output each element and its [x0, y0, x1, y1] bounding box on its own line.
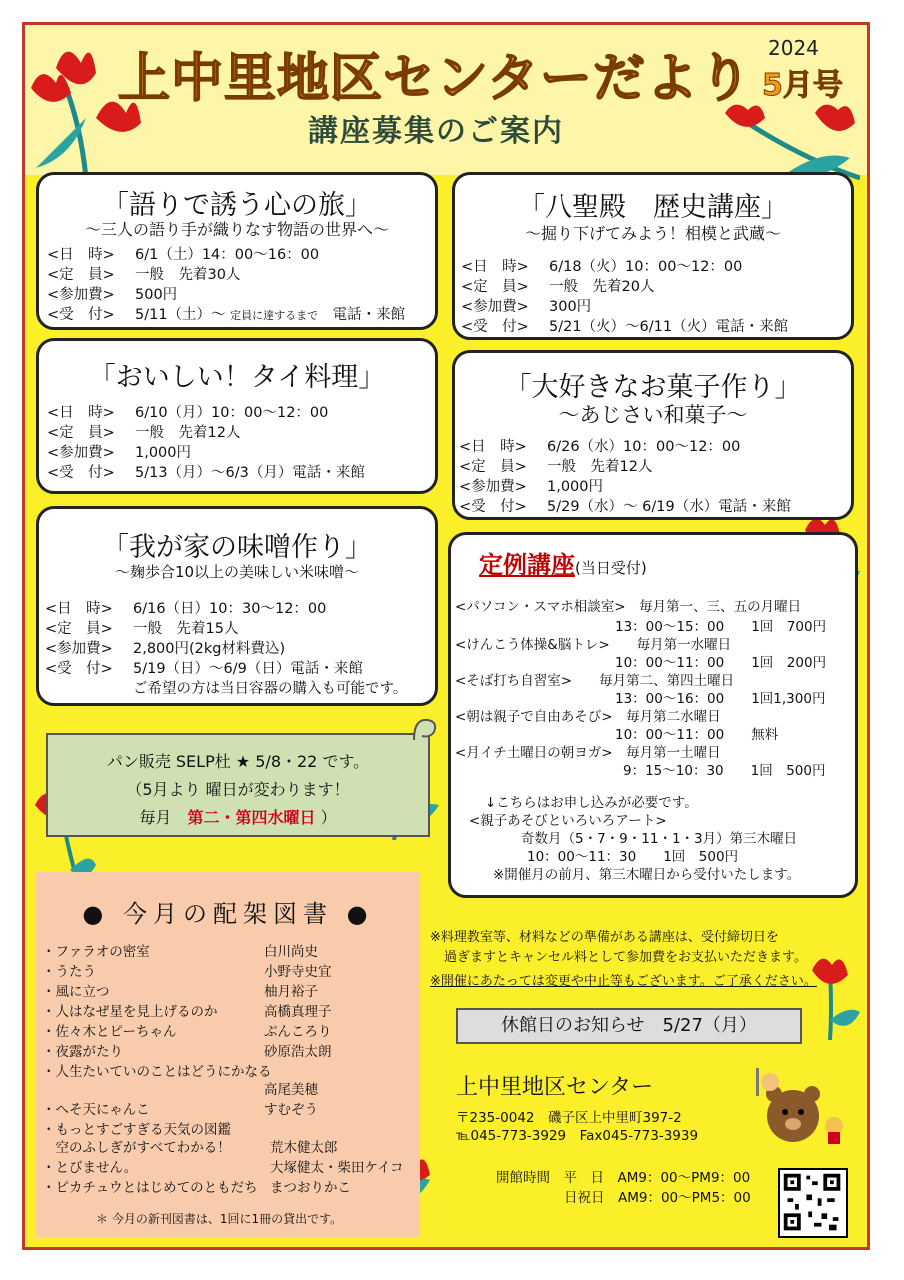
- reception-label: <受 付>: [461, 319, 529, 335]
- capacity-label: <定 員>: [45, 621, 113, 637]
- fee-label: <参加費>: [461, 299, 529, 315]
- change-notice: ※開催にあたっては変更や中止等もございます。ご了承ください。: [430, 974, 817, 989]
- regular-item-name: <月イチ土曜日の朝ヨガ>: [455, 745, 613, 761]
- bear-mascot-icon: [748, 1068, 848, 1148]
- fee-label: <参加費>: [459, 479, 527, 495]
- application-note: ↓こちらはお申し込みが必要です。: [485, 795, 698, 811]
- bread-sale-monthly: 毎月: [139, 808, 172, 827]
- art-course-schedule: 奇数月（5・7・9・11・1・3月）第三木曜日: [521, 831, 798, 847]
- newsletter-title: 上中里地区センターだより: [118, 49, 752, 109]
- qr-code-icon[interactable]: [778, 1168, 848, 1238]
- bread-sale-line2: （5月より 曜日が変わります！: [126, 780, 350, 799]
- date-label: <日 時>: [47, 247, 115, 263]
- cancellation-notice: ※料理教室等、材料などの準備がある講座は、受付締切日を: [430, 930, 779, 945]
- holiday-label: 日祝日: [564, 1190, 605, 1206]
- issue-label: 5月号: [762, 68, 843, 103]
- regular-item-schedule: 毎月第二、第四土曜日: [599, 673, 735, 689]
- reception-label: <受 付>: [459, 499, 527, 515]
- book-author: 荒木健太郎: [270, 1140, 338, 1156]
- course-subtitle: ～掘り下げてみよう！相模と武蔵～: [524, 224, 781, 243]
- regular-item-name: <けんこう体操&脳トレ>: [455, 637, 610, 653]
- center-name: 上中里地区センター: [456, 1075, 654, 1100]
- course-title: 「我が家の味噌作り」: [102, 532, 372, 563]
- regular-courses-card: [448, 532, 858, 898]
- book-title: ・佐々木とピーちゃん: [42, 1024, 177, 1040]
- book-author: すむぞう: [264, 1102, 318, 1118]
- reception-label: <受 付>: [47, 307, 115, 323]
- course-reception: 5/19（日）～6/9（日）電話・来館: [133, 661, 363, 677]
- regular-title: 定例講座: [479, 551, 575, 579]
- regular-item-time: 9：15～10：30 1回 500円: [623, 763, 826, 779]
- regular-item-name: <パソコン・スマホ相談室>: [455, 599, 626, 615]
- book-title: ・もっとすごすぎる天気の図鑑: [42, 1122, 231, 1138]
- regular-item-schedule: 毎月第一、三、五の月曜日: [639, 599, 802, 615]
- regular-item-time: 13：00～15：00 1回 700円: [615, 619, 827, 635]
- date-label: <日 時>: [461, 259, 529, 275]
- course-miso-card: [36, 506, 438, 706]
- bread-sale-line1: パン販売 SELP杜 ★ 5/8・22 です。: [106, 752, 370, 771]
- course-reception: 5/13（月）～6/3（月）電話・来館: [135, 465, 365, 481]
- course-fee: 500円: [135, 287, 178, 303]
- course-date: 6/18（火）10：00～12：00: [549, 259, 743, 275]
- page-subtitle: 講座募集のご案内: [308, 114, 564, 149]
- fee-label: <参加費>: [47, 287, 115, 303]
- regular-item-name: <朝は親子で自由あそび>: [455, 709, 613, 725]
- book-title: ・風に立つ: [42, 984, 110, 1000]
- course-fee: 300円: [549, 299, 592, 315]
- hours-label: 開館時間: [496, 1170, 550, 1186]
- weekday-hours: AM9：00～PM9：00: [617, 1170, 751, 1186]
- bread-sale-banner: [46, 733, 430, 837]
- book-author: 白川尚史: [264, 944, 318, 960]
- course-capacity: 一般 先着20人: [549, 279, 655, 295]
- bullet-icon: ●: [346, 900, 374, 928]
- course-capacity: 一般 先着15人: [133, 621, 239, 637]
- book-title: ・へそ天にゃんこ: [42, 1102, 150, 1118]
- book-author: まつおりかこ: [270, 1180, 351, 1196]
- date-label: <日 時>: [47, 405, 115, 421]
- regular-item-time: 13：00～16：00 1回1,300円: [615, 691, 826, 707]
- regular-item-name: <そば打ち自習室>: [455, 673, 573, 689]
- book-author: 大塚健太・柴田ケイコ: [270, 1160, 404, 1176]
- regular-item-time: 10：00～11：00 1回 200円: [615, 655, 827, 671]
- capacity-label: <定 員>: [461, 279, 529, 295]
- date-label: <日 時>: [45, 601, 113, 617]
- course-title: 「語りで誘う心の旅」: [102, 190, 372, 221]
- book-title: ・人はなぜ星を見上げるのか: [42, 1004, 218, 1020]
- capacity-label: <定 員>: [47, 267, 115, 283]
- book-author: 小野寺史宜: [264, 964, 332, 980]
- books-footnote: ＊ 今月の新刊図書は、1回に1冊の貸出です。: [96, 1212, 343, 1226]
- course-reception: 5/29（水）～ 6/19（水）電話・来館: [547, 499, 791, 515]
- course-title: 「おいしい！タイ料理」: [88, 362, 386, 393]
- capacity-label: <定 員>: [47, 425, 115, 441]
- bread-sale-close: ）: [320, 808, 337, 827]
- course-fee: 1,000円: [135, 445, 192, 461]
- bread-sale-days: 第二・第四水曜日: [187, 808, 316, 827]
- art-course-time: 10：00～11：30 1回 500円: [527, 849, 739, 865]
- book-author: 柚月裕子: [264, 984, 318, 1000]
- regular-item-schedule: 毎月第一水曜日: [636, 637, 732, 653]
- book-author: ぶんころり: [264, 1024, 332, 1040]
- course-date: 6/1（土）14：00～16：00: [135, 247, 320, 263]
- regular-item-time: 10：00～11：00 無料: [615, 727, 779, 743]
- book-title: ・夜露がたり: [42, 1044, 123, 1060]
- course-reception-method: 電話・来館: [332, 307, 406, 323]
- course-title: 「大好きなお菓子作り」: [504, 372, 802, 403]
- book-title: 空のふしぎがすべてわかる！: [42, 1140, 231, 1156]
- course-fee: 1,000円: [547, 479, 604, 495]
- book-author: 高尾美穂: [264, 1082, 318, 1098]
- regular-item-schedule: 毎月第一土曜日: [626, 745, 721, 761]
- center-address: 〒235-0042 磯子区上中里町397-2: [456, 1110, 682, 1126]
- art-course-reception: ※開催月の前月、第三木曜日から受付いたします。: [493, 867, 801, 883]
- course-capacity: 一般 先着12人: [547, 459, 653, 475]
- regular-title-note: (当日受付): [575, 559, 647, 577]
- course-reception-note: 定員に達するまで: [230, 309, 319, 322]
- course-subtitle: ～あじさい和菓子～: [558, 403, 748, 427]
- course-reception: 5/21（火）～6/11（火）電話・来館: [549, 319, 789, 335]
- book-title: ・ピカチュウとはじめてのともだち: [42, 1180, 258, 1196]
- tulip-decoration-bottom-right: [800, 950, 864, 1040]
- holiday-hours: AM9：00～PM5：00: [618, 1190, 751, 1206]
- book-title: ・ファラオの密室: [42, 944, 150, 960]
- scroll-curl-icon: [410, 714, 440, 744]
- book-title: ・とびません。: [42, 1160, 138, 1176]
- book-author: 砂原浩太朗: [264, 1044, 332, 1060]
- course-date: 6/10（月）10：00～12：00: [135, 405, 329, 421]
- weekday-label: 平 日: [563, 1170, 604, 1186]
- course-date: 6/26（水）10：00～12：00: [547, 439, 741, 455]
- books-panel: [36, 872, 420, 1237]
- course-thai-card: [36, 338, 438, 494]
- regular-item-schedule: 毎月第二水曜日: [626, 709, 721, 725]
- reception-label: <受 付>: [45, 661, 113, 677]
- books-title: 今月の配架図書: [123, 900, 333, 928]
- fee-label: <参加費>: [45, 641, 113, 657]
- date-label: <日 時>: [459, 439, 527, 455]
- center-phone: ℡045-773-3929 Fax045-773-3939: [456, 1128, 699, 1144]
- course-subtitle: ～三人の語り手が織りなす物語の世界へ～: [84, 220, 389, 239]
- course-note: ご希望の方は当日容器の購入も可能です。: [133, 681, 408, 697]
- reception-label: <受 付>: [47, 465, 115, 481]
- capacity-label: <定 員>: [459, 459, 527, 475]
- book-title: ・うたう: [42, 964, 96, 980]
- course-reception: 5/11（土）～: [135, 307, 226, 323]
- course-title: 「八聖殿 歴史講座」: [518, 192, 788, 223]
- book-author: 高橋真理子: [264, 1004, 332, 1020]
- course-capacity: 一般 先着12人: [135, 425, 241, 441]
- art-course-name: <親子あそびといろいろアート>: [469, 813, 667, 829]
- closed-day-notice: 休館日のお知らせ 5/27（月）: [456, 1008, 802, 1044]
- course-capacity: 一般 先着30人: [135, 267, 241, 283]
- year-label: 2024: [768, 36, 819, 60]
- course-date: 6/16（日）10：30～12：00: [133, 601, 327, 617]
- course-subtitle: ～麹歩合10以上の美味しい米味噌～: [114, 563, 360, 581]
- course-history-card: [452, 172, 854, 340]
- course-storytelling-card: [36, 172, 438, 330]
- course-fee: 2,800円(2kg材料費込): [133, 641, 286, 657]
- cancellation-notice-2: 過ぎますとキャンセル料として参加費をお支払いただきます。: [444, 950, 807, 965]
- fee-label: <参加費>: [47, 445, 115, 461]
- bullet-icon: ●: [82, 900, 110, 928]
- book-title: ・人生たいていのことはどうにかなる: [42, 1064, 272, 1080]
- course-sweets-card: [452, 350, 854, 520]
